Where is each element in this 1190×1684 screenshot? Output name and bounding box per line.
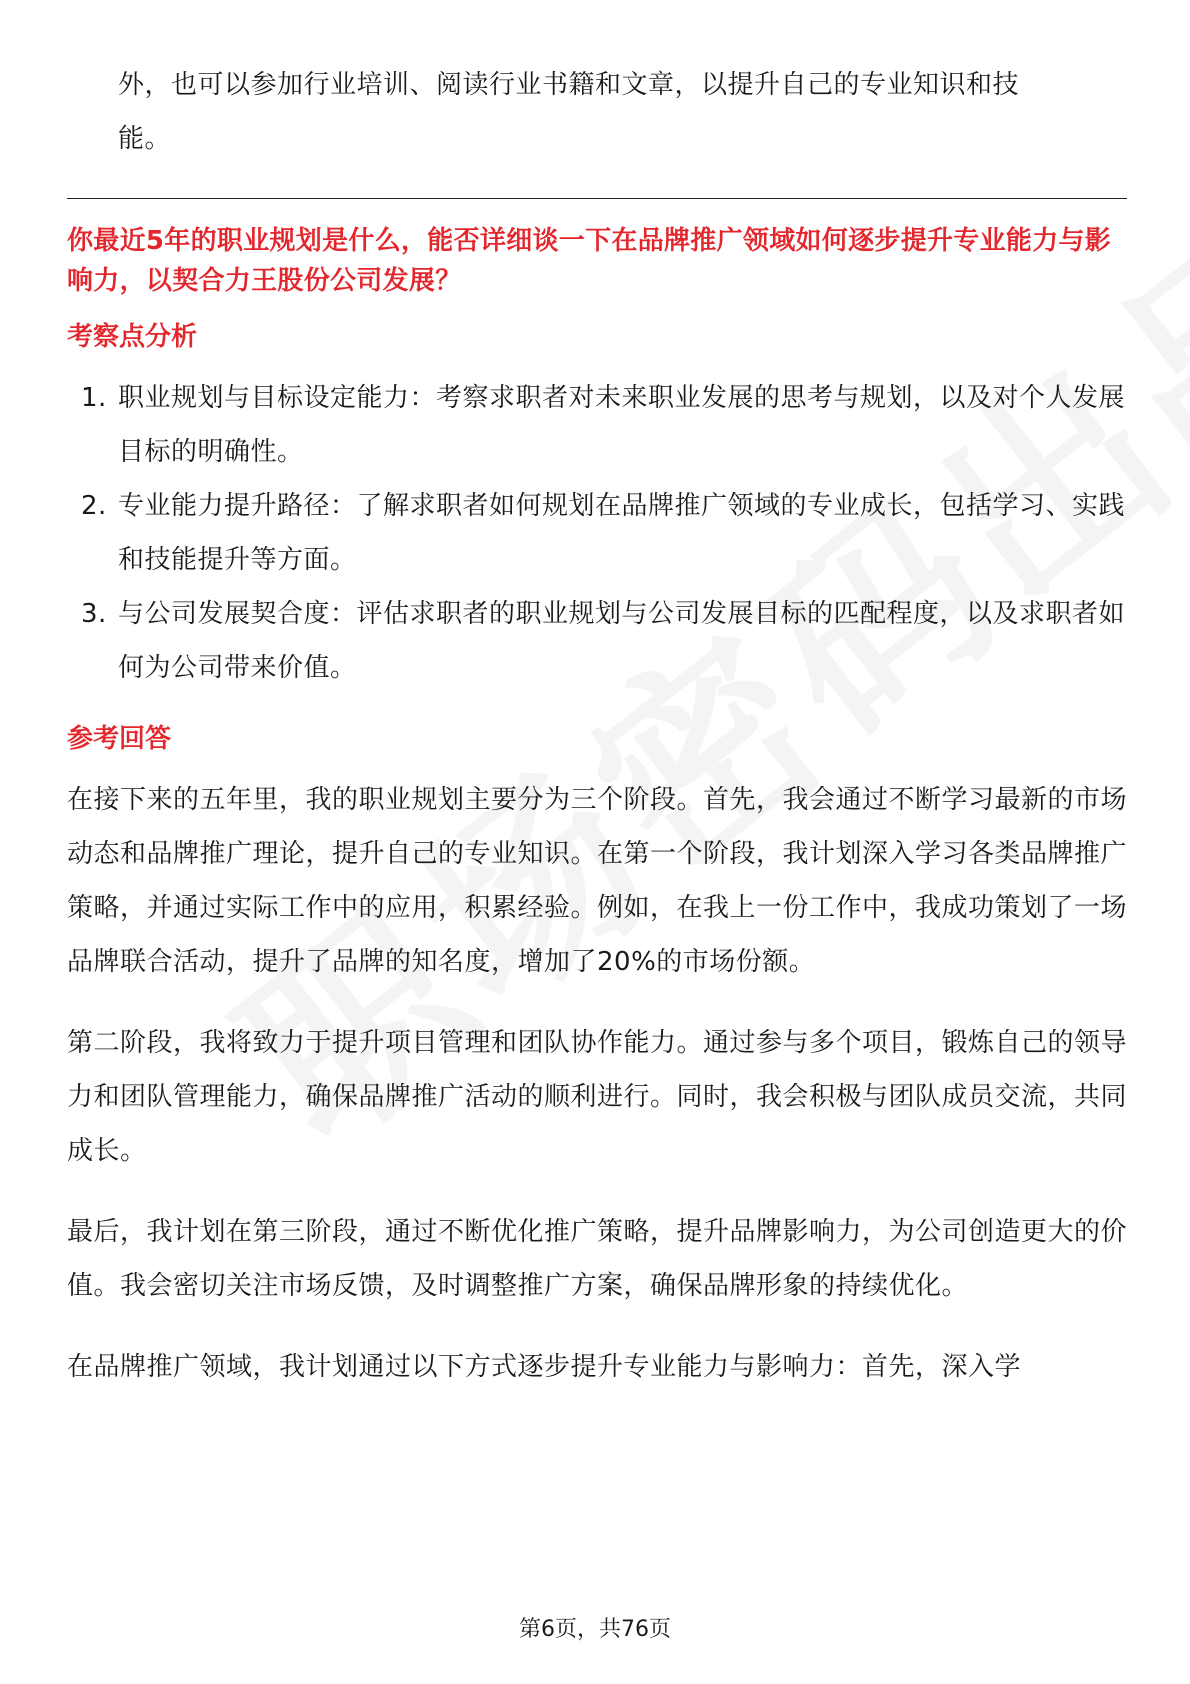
answer-heading: 参考回答 — [67, 724, 172, 754]
answer-paragraph: 最后，我计划在第三阶段，通过不断优化推广策略，提升品牌影响力，为公司创造更大的价值。我会密切关注市场反馈，及时调整推广方案，确保品牌形象的持续优化。 — [67, 1217, 1128, 1301]
analysis-point — [67, 479, 1127, 587]
analysis-point — [67, 371, 1127, 479]
analysis-point-text: 职业规划与目标设定能力：考察求职者对未来职业发展的思考与规划，以及对个人发展目标的明确性。 — [118, 383, 1126, 467]
answer-paragraph: 在品牌推广领域，我计划通过以下方式逐步提升专业能力与影响力：首先，深入学 — [67, 1352, 1022, 1382]
list-number: 2. — [81, 491, 107, 521]
list-number: 3. — [81, 599, 107, 629]
analysis-heading: 考察点分析 — [67, 322, 198, 352]
answer-paragraph: 在接下来的五年里，我的职业规划主要分为三个阶段。首先，我会通过不断学习最新的市场动态和品牌推广理论，提升自己的专业知识。在第一个阶段，我计划深入学习各类品牌推广策略，并通过实际工作中的应用，积累经验。例如，在我上一份工作中，我成功策划了一场品牌联合活动，提升了品牌的知名度，增加了20%的市场份额。 — [67, 785, 1128, 977]
interview-question: 你最近5年的职业规划是什么，能否详细谈一下在品牌推广领域如何逐步提升专业能力与影响力，以契合力王股份公司发展？ — [67, 226, 1112, 296]
answer-paragraph: 第二阶段，我将致力于提升项目管理和团队协作能力。通过参与多个项目，锻炼自己的领导力和团队管理能力，确保品牌推广活动的顺利进行。同时，我会积极与团队成员交流，共同成长。 — [67, 1028, 1128, 1166]
page-content — [67, 58, 1127, 1421]
section-divider — [67, 198, 1127, 199]
analysis-point-text: 与公司发展契合度：评估求职者的职业规划与公司发展目标的匹配程度，以及求职者如何为公司带来价值。 — [118, 599, 1126, 683]
analysis-points-list — [67, 371, 1127, 695]
list-number: 1. — [81, 383, 107, 413]
continued-paragraph-line-2: 能。 — [118, 124, 172, 154]
analysis-point-text: 专业能力提升路径：了解求职者如何规划在品牌推广领域的专业成长，包括学习、实践和技能提升等方面。 — [118, 491, 1126, 575]
analysis-point — [67, 587, 1127, 695]
page-number: 第6页，共76页 — [519, 1617, 671, 1642]
continued-paragraph-line-1: 外，也可以参加行业培训、阅读行业书籍和文章，以提升自己的专业知识和技 — [118, 70, 1020, 100]
